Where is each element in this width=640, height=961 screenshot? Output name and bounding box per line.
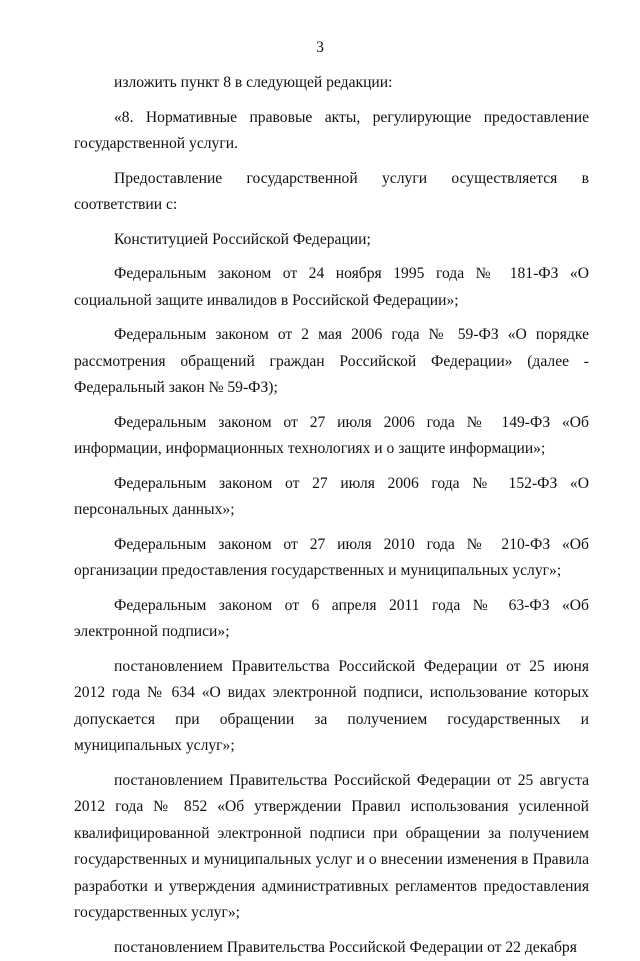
paragraph-law-149: Федеральным законом от 27 июля 2006 года № 149-ФЗ «Об информации, информационных технологиях и о защите информации»; — [74, 410, 589, 463]
paragraph-law-59: Федеральным законом от 2 мая 2006 года № 59-ФЗ «О порядке рассмотрения обращений граждан Российской Федерации» (далее - Федеральный закон № 59-ФЗ); — [74, 322, 589, 402]
paragraph-law-181: Федеральным законом от 24 ноября 1995 года № 181-ФЗ «О социальной защите инвалидов в Российской Федерации»; — [74, 261, 589, 314]
paragraph-law-210: Федеральным законом от 27 июля 2010 года № 210-ФЗ «Об организации предоставления государственных и муниципальных услуг»; — [74, 532, 589, 585]
paragraph-decree-634: постановлением Правительства Российской Федерации от 25 июня 2012 года № 634 «О видах электронной подписи, использование которых допускается при обращении за получением государственных и муниципальных услуг»; — [74, 654, 589, 760]
paragraph-law-152: Федеральным законом от 27 июля 2006 года № 152-ФЗ «О персональных данных»; — [74, 471, 589, 524]
paragraph-decree-december: постановлением Правительства Российской Федерации от 22 декабря — [74, 935, 589, 961]
document-body — [74, 70, 589, 961]
page-number: 3 — [0, 38, 640, 58]
paragraph-decree-852: постановлением Правительства Российской Федерации от 25 августа 2012 года № 852 «Об утверждении Правил использования усиленной квалифицированной электронной подписи при обращении за получением государственных и муниципальных услуг и о внесении изменения в Правила разработки и утверждения административных регламентов предоставления государственных услуг»; — [74, 768, 589, 927]
paragraph-basis-intro: Предоставление государственной услуги осуществляется в соответствии с: — [74, 166, 589, 219]
paragraph-amendment-intro: изложить пункт 8 в следующей редакции: — [74, 70, 589, 97]
paragraph-law-63: Федеральным законом от 6 апреля 2011 года № 63-ФЗ «Об электронной подписи»; — [74, 593, 589, 646]
paragraph-section-8-heading: «8. Нормативные правовые акты, регулирующие предоставление государственной услуги. — [74, 105, 589, 158]
paragraph-constitution: Конституцией Российской Федерации; — [74, 227, 589, 254]
